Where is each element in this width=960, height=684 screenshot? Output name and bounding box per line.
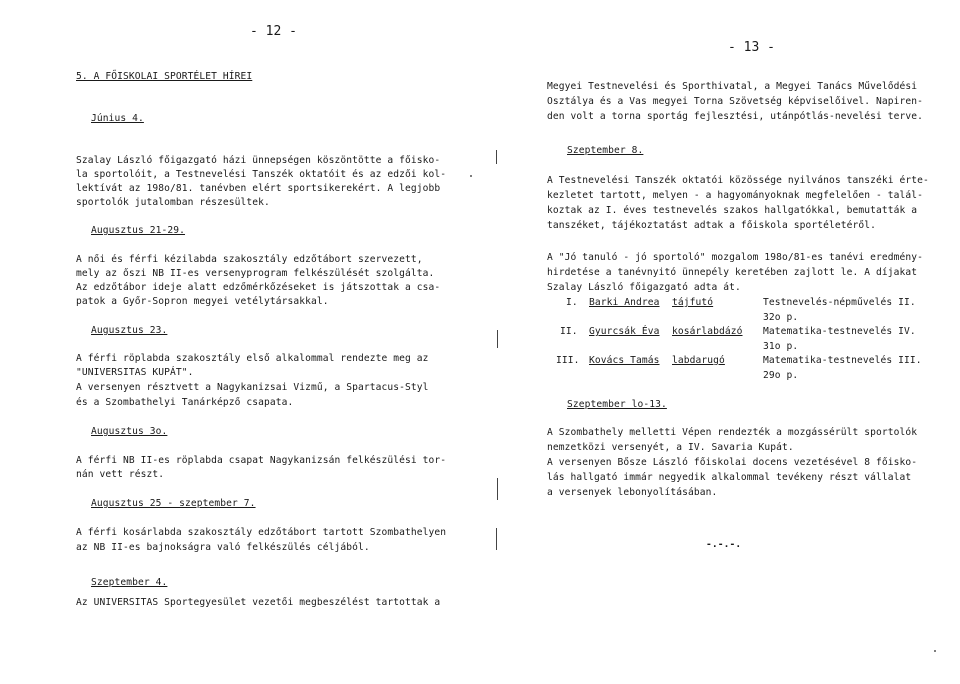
heading-sep-10-13: Szeptember lo-13. — [567, 399, 667, 410]
paragraph-line: A Szombathely melletti Vépen rendezték a mozgássérült sportolók — [547, 427, 918, 438]
heading-sep-8: Szeptember 8. — [567, 145, 644, 156]
award-sport: tájfutó — [672, 297, 714, 308]
page-number: - 12 - — [250, 24, 297, 39]
paragraph-line: A férfi NB II-es röplabda csapat Nagykanizsán felkészülési tor- — [76, 455, 447, 466]
award-name: Barki Andrea — [589, 297, 660, 308]
paragraph-line: koztak az I. éves testnevelés szakos hallgatókkal, bemutatták a — [547, 205, 918, 216]
paragraph-line: Osztálya és a Vas megyei Torna Szövetség képviselőivel. Napiren- — [547, 96, 924, 107]
paragraph-line: A férfi kosárlabda szakosztály edzőtábort tartott Szombathelyen — [76, 527, 447, 538]
award-points: 31o p. — [763, 341, 799, 352]
award-name: Gyurcsák Éva — [589, 326, 660, 337]
heading-june-4: Június 4. — [91, 113, 144, 124]
paragraph-line: lektívát az 198o/81. tanévben elért sportsikerekért. A legjobb — [76, 183, 441, 194]
award-subject: Matematika-testnevelés III. — [763, 355, 922, 366]
paragraph-line: mely az őszi NB II-es versenyprogram felkészülését szolgálta. — [76, 268, 435, 279]
paragraph-line: Megyei Testnevelési és Sporthivatal, a Megyei Tanács Művelődési — [547, 81, 918, 92]
award-sport: kosárlabdázó — [672, 326, 743, 337]
heading-aug-21-29: Augusztus 21-29. — [91, 225, 186, 236]
paragraph-line: A versenyen Bősze László főiskolai docens vezetésével 8 főisko- — [547, 457, 918, 468]
paragraph-line: A férfi röplabda szakosztály első alkalommal rendezte meg az — [76, 353, 429, 364]
award-rank: II. — [560, 326, 578, 337]
award-sport: labdarugó — [672, 355, 725, 366]
paragraph-line: az NB II-es bajnokságra való felkészülés céljából. — [76, 542, 370, 553]
paragraph-line: Szalay László főigazgató házi ünnepségen köszöntötte a főisko- — [76, 155, 441, 166]
award-points: 29o p. — [763, 370, 799, 381]
paragraph-line: tanszéket, tájékoztatást adtak a főiskola sportéletéről. — [547, 220, 877, 231]
paragraph-line: A versenyen résztvett a Nagykanizsai Vizmű, a Spartacus-Styl — [76, 382, 429, 393]
heading-sep-4: Szeptember 4. — [91, 577, 168, 588]
paragraph-line: a versenyek lebonyolításában. — [547, 487, 718, 498]
paragraph-line: la sportolóit, a Testnevelési Tanszék oktatóit és az edzői kol- — [76, 169, 447, 180]
paragraph-line: kezletet tartott, melyen - a hagyományoknak megfelelően - talál- — [547, 190, 924, 201]
end-mark: -.-.-. — [706, 539, 742, 550]
paragraph-line: den volt a torna sportág fejlesztési, utánpótlás-nevelési terve. — [547, 111, 924, 122]
paragraph-line: A "Jó tanuló - jó sportoló" mozgalom 198o/81-es tanévi eredmény- — [547, 252, 924, 263]
award-name: Kovács Tamás — [589, 355, 660, 366]
page-number: - 13 - — [728, 40, 775, 55]
award-subject: Matematika-testnevelés IV. — [763, 326, 916, 337]
paragraph-line: hirdetése a tanévnyitó ünnepély keretében zajlott le. A díjakat — [547, 267, 918, 278]
paragraph-line: Szalay László főigazgató adta át. — [547, 282, 741, 293]
paragraph-line: sportolók jutalomban részesültek. — [76, 197, 270, 208]
section-title-text: 5. A FŐISKOLAI SPORTÉLET HÍREI — [76, 71, 253, 82]
paragraph-line: Az edzőtábor ideje alatt edzőmérkőzéseket is játszottak a csa- — [76, 282, 441, 293]
heading-aug-23: Augusztus 23. — [91, 325, 168, 336]
paragraph-line: A Testnevelési Tanszék oktatói közössége nyilvános tanszéki érte- — [547, 175, 929, 186]
award-rank: III. — [556, 355, 580, 366]
award-subject: Testnevelés-népművelés II. — [763, 297, 916, 308]
heading-aug-30: Augusztus 3o. — [91, 426, 168, 437]
right-page — [480, 0, 960, 684]
paragraph-line: és a Szombathelyi Tanárképző csapata. — [76, 397, 294, 408]
award-rank: I. — [566, 297, 578, 308]
award-points: 32o p. — [763, 312, 799, 323]
paragraph-line: "UNIVERSITAS KUPÁT". — [76, 367, 194, 378]
heading-aug-25-sep-7: Augusztus 25 - szeptember 7. — [91, 498, 256, 509]
paragraph-line: nemzetközi versenyét, a IV. Savaria Kupát. — [547, 442, 794, 453]
section-title — [76, 70, 252, 85]
paragraph-line: Az UNIVERSITAS Sportegyesület vezetői megbeszélést tartottak a — [76, 597, 441, 608]
paragraph-line: lás hallgató immár negyedik alkalommal tevékeny részt vállalat — [547, 472, 912, 483]
speck — [470, 175, 472, 177]
paragraph-line: A női és férfi kézilabda szakosztály edzőtábort szervezett, — [76, 254, 423, 265]
paragraph-line: nán vett részt. — [76, 469, 165, 480]
paragraph-line: patok a Győr-Sopron megyei vetélytársakkal. — [76, 296, 329, 307]
